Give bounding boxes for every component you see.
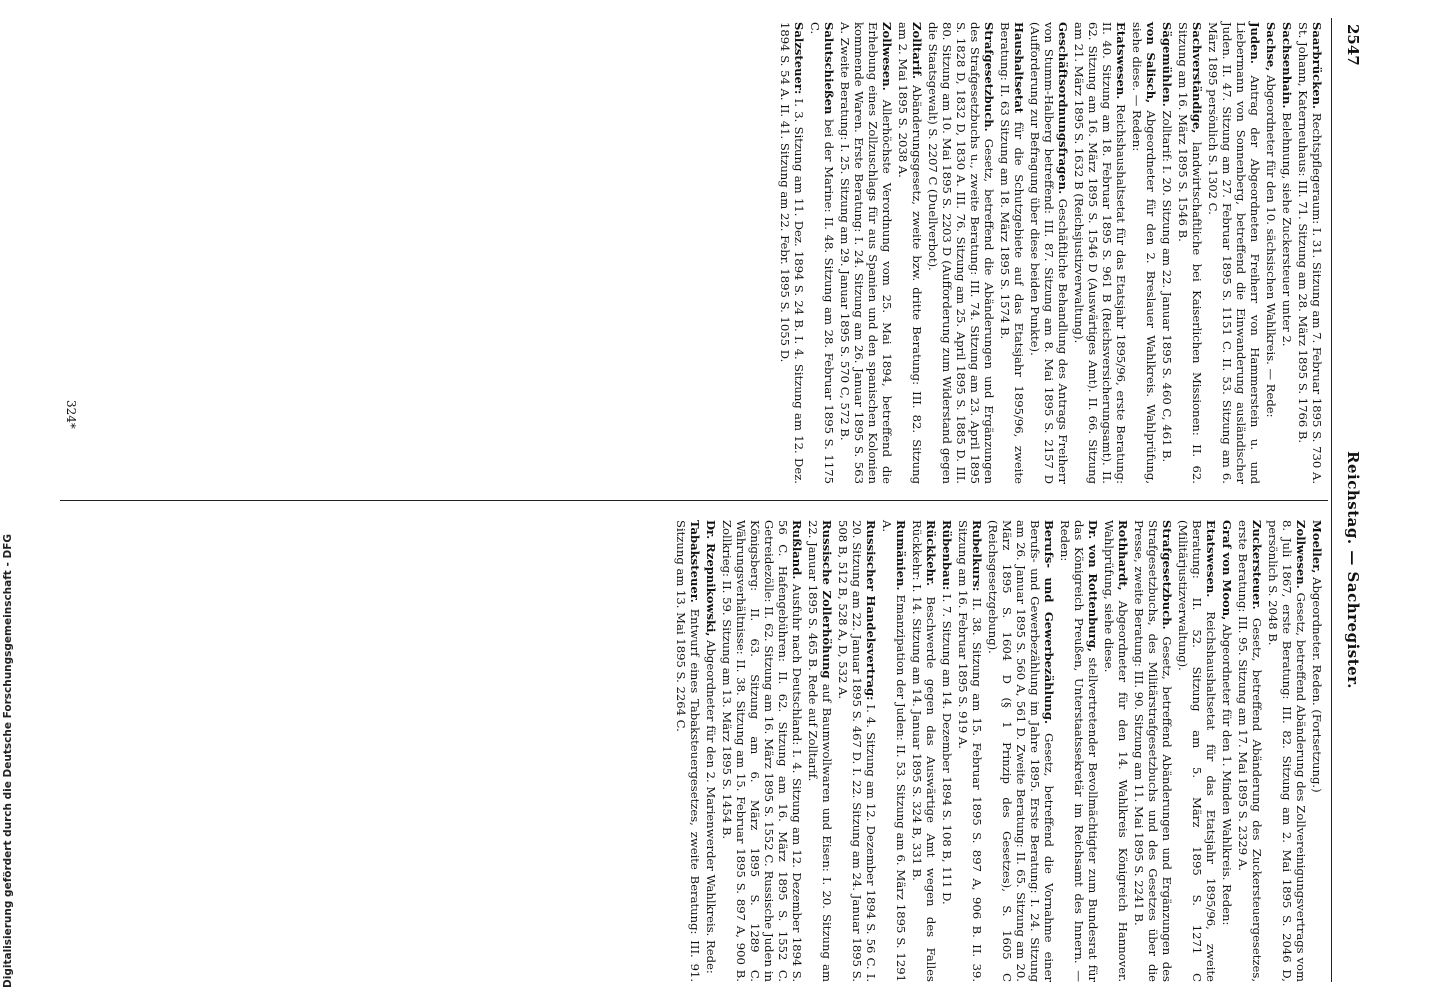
entry-heading: Sachsenhain. — [1280, 22, 1294, 109]
index-entry — [836, 520, 878, 982]
index-entry — [806, 520, 834, 982]
dfg-credit-text: Digitalisierung gefördert durch die Deutsche Forschungsgemeinschaft - DFG — [2, 534, 14, 988]
entry-text: Reichshaushaltsetat für das Etatsjahr 1895/96, zweite Beratung: II. 52. Sitzung am 5. März 1895 S. 1271 C (Militärjustizverwaltung). — [1176, 520, 1218, 982]
index-entry — [1176, 22, 1204, 484]
entry-text: Beschwerde gegen das Auswärtige Amt wegen des Falles Rückkehr: I. 14. Sitzung am 14. Januar 1895 S. 324 B, 331 B. — [910, 520, 938, 982]
column-divider — [60, 500, 1328, 501]
entry-text: I. 4. Sitzung am 12. Dezember 1894 S. 56 C. I. 20. Sitzung am 22. Januar 1895 S. 467 D. I. 22. Sitzung am 24. Januar 1895 S. 508 B, 512 B, 528 A, D, 532 A. — [836, 520, 878, 982]
entry-text: Gesetz, betreffend die Vornahme einer Berufs- und Gewerbezählung im Jahre 1895. Erste Beratung: I. 24. Sitzung am 26. Januar 1895 S. 560 A, 561 D. Zweite Beratung: II. 65. Sitzung am 20. März 1895 S. 1604 D (§ 1 Prinzip des Gesetzes), S. 1605 C (Reichsgesetzgebung). — [986, 520, 1056, 983]
entry-heading: Berufs- und Gewerbezählung. — [1042, 520, 1056, 724]
entry-text: Abgeordneter für den 1. Minden Wahlkreis. Reden: — [1220, 623, 1234, 926]
entry-text: Emanzipation der Juden: II. 53. Sitzung am 6. März 1895 S. 1291 A. — [880, 520, 908, 982]
header-rule — [1331, 18, 1332, 982]
index-entry — [998, 22, 1026, 484]
index-entry — [880, 520, 908, 982]
entry-heading: Zollwesen. — [880, 22, 894, 91]
index-entry — [1296, 22, 1324, 484]
index-entry — [1132, 520, 1174, 982]
entry-heading: Saarbrücken. — [1310, 22, 1324, 110]
index-entry — [704, 520, 718, 982]
entry-heading: Rußland. — [790, 520, 804, 580]
index-entry — [1058, 520, 1100, 982]
entry-heading: Rübenbau: — [940, 520, 954, 591]
entry-heading: Strafgesetzbuch. — [982, 22, 996, 132]
index-entry — [940, 520, 954, 982]
index-entry — [838, 22, 894, 484]
entry-heading: Russischer Handelsvertrag: — [864, 520, 878, 701]
entry-text: Abgeordneter für den 2. Breslauer Wahlkreis. Wahlprüfung, siehe diese. — Reden: — [1130, 22, 1158, 484]
entry-heading: Sachverständige, — [1190, 22, 1204, 134]
entry-text: Gesetz, betreffend Abänderung des Zollvereinigungsvertrags vom 8. Juli 1867, erste Beratung: III. 82. Sitzung am 2. Mai 1895 S. 2046 D, persönlich S. 2048 B. — [1266, 520, 1308, 982]
entry-text: Antrag der Abgeordneten Freiherr von Hammerstein u. und Liebermann von Sonnenberg, betreffend die Einwanderung ausländischer Juden. II. 47. Sitzung am 27. Februar 1895 S. 1151 C. II. 53. Sitzung am 6. März 1895 persönlich S. 1302 C. — [1206, 22, 1262, 484]
index-entry — [778, 22, 806, 484]
index-entry — [1280, 22, 1294, 484]
entry-text: Allerhöchste Verordnung vom 25. Mai 1894, betreffend die Erhebung eines Zollzuschlags für aus Spanien und den spanischen Kolonien kommende Waren. Erste Beratung: I. 24. Sitzung am 26. Januar 1895 S. 563 A. Zweite Beratung: I. 25. Sitzung am 29. Januar 1895 S. 570 C, 572 B. — [838, 22, 894, 484]
entry-text: Gesetz, betreffend Abänderungen und Ergänzungen des Strafgesetzbuchs, des Militärstrafgesetzbuchs und des Gesetzes über die Presse, zweite Beratung: III. 90. Sitzung am 11. Mai 1895 S. 2241 B. — [1132, 520, 1174, 983]
index-entry — [720, 520, 804, 982]
index-entry — [1176, 520, 1218, 982]
entry-text: stellvertretender Bevollmächtigter zum Bundesrat für das Königreich Preußen, Unterstaatssekretär im Reichsamt des Innern. — Reden: — [1058, 520, 1100, 983]
entry-text: Gesetz, betreffend die Abänderungen und Ergänzungen des Strafgesetzbuchs u., zweite Beratung: III. 74. Sitzung am 23. April 1895 S. 1828 D, 1832 D, 1830 A. III. 76. Sitzung am 25. April 1895 S. 1885 D. III. 80. Sitzung am 10. Mai 1895 S. 2203 D (Aufforderung zum Widerstand gegen die Staatsgewalt) S. 2207 C (Duellverbot). — [926, 22, 996, 485]
entry-text: I. 7. Sitzung am 14. Dezember 1894 S. 108 B, 111 D. — [940, 594, 954, 905]
entry-heading: Zolltarif. — [910, 22, 924, 79]
index-entry — [1160, 22, 1174, 484]
entry-heading: Zuckersteuer. — [1250, 520, 1264, 610]
entry-heading: Etatswesen. — [1114, 22, 1128, 100]
entry-text: Abgeordneter für den 14. Wahlkreis Königreich Hannover. Wahlprüfung, siehe diese. — [1102, 520, 1130, 983]
entry-heading: von Salisch, — [1144, 22, 1158, 104]
index-entry — [986, 520, 1056, 982]
entry-text: auf Baumwollwaren und Eisen: I. 20. Sitzung am 22. Januar 1895 S. 465 B. Rede auf Zolltarif. — [806, 520, 834, 983]
entry-text: Reichshaushaltsetat für das Etatsjahr 1895/96, erste Beratung: II. 40. Sitzung am 18. Februar 1895 S. 961 B (Reichsversicherungsamt). II. 62. Sitzung am 16. März 1895 S. 1546 D (Auswärtiges Amt). II. 66. Sitzung am 21. März 1895 S. 1632 B (Reichsjustizverwaltung). — [1072, 22, 1128, 484]
entry-heading: Salutschießen — [822, 22, 836, 115]
entry-heading: Tabaksteuer. — [688, 520, 702, 603]
page-header — [1332, 0, 1362, 1000]
signature-mark: 324* — [64, 400, 78, 429]
entry-text: Entwurf eines Tabaksteuergesetzes, zweite Beratung: III. 91. Sitzung am 13. Mai 1895 S. 2264 C. — [674, 520, 702, 983]
index-entry — [674, 520, 702, 982]
entry-heading: Sachse, — [1264, 22, 1278, 72]
index-entry — [1028, 22, 1070, 484]
entry-text: Geschäftliche Behandlung des Antrags Freiherr von Stumm-Halberg betreffend: III. 87. Sitzung am 8. Mai 1895 S. 2157 D (Aufforderung zur Befragung über diese beiden Punkte). — [1028, 22, 1070, 484]
index-entry — [1102, 520, 1130, 982]
entry-text: landwirtschaftliche bei Kaiserlichen Missionen: II. 62. Sitzung am 16. März 1895 S. 1546 B. — [1176, 22, 1204, 484]
entry-heading: Rumänien. — [894, 520, 908, 591]
entry-heading: Etatswesen. — [1204, 520, 1218, 598]
entry-heading: Haushaltsetat — [1012, 22, 1026, 114]
index-entry — [1072, 22, 1128, 484]
entry-heading: Salzsteuer: — [792, 22, 806, 95]
index-entry — [896, 22, 924, 484]
entry-heading: Strafgesetzbuch. — [1160, 520, 1174, 630]
index-entry — [808, 22, 836, 484]
entry-heading: Geschäftsordnungsfragen. — [1056, 22, 1070, 195]
entry-text: Abgeordneter für den 2. Marienwerder Wahlkreis. Rede: — [704, 640, 718, 974]
entry-text: Abänderungsgesetz, zweite bzw. dritte Beratung: III. 82. Sitzung am 2. Mai 1895 S. 2038 A. — [896, 22, 924, 485]
index-entry — [910, 520, 938, 982]
entry-text: bei der Marine: II. 48. Sitzung am 28. Februar 1895 S. 1175 C. — [808, 22, 836, 484]
entry-heading: Dr. von Rottenburg, — [1086, 520, 1100, 653]
entry-heading: Rückkehr. — [924, 520, 938, 587]
entry-text: Abgeordneter. Reden. (Fortsetzung.) — [1310, 577, 1324, 793]
entry-text: Belehnung, siehe Zuckersteuer unter 2. — [1280, 112, 1294, 347]
right-column — [776, 22, 1324, 484]
index-entry — [1220, 520, 1234, 982]
entry-heading: Sägemühlen. — [1160, 22, 1174, 107]
index-entry — [1130, 22, 1158, 484]
page-number: 2547 — [1344, 24, 1362, 66]
index-entry — [1264, 22, 1278, 484]
index-entry — [1266, 520, 1308, 982]
index-entry — [1206, 22, 1262, 484]
entry-text: Abgeordneter für den 10. sächsischen Wahlkreis. — Rede: — [1264, 75, 1278, 418]
entry-text: Gesetz, betreffend Abänderung des Zuckersteuergesetzes, erste Beratung: III. 95. Sitzung am 17. Mai 1895 S. 2329 A. — [1236, 520, 1264, 983]
index-entry — [1310, 520, 1324, 982]
entry-text: Ausfuhr nach Deutschland: I. 4. Sitzung am 12. Dezember 1894 S. 56 C. Hafengebühren: II. 62. Sitzung am 16. März 1895 S. 1552 C. Getreidezölle: II. 62. Sitzung am 16. März 1895 S. 1552 C. Russische Juden in Königsberg: II. 63. Sitzung am 6. März 1895 S. 1289 C. Währungsverhältnisse: II. 38. Sitzung am 15. Februar 1895 S. 897 A, 900 B. Zollkrieg: II. 59. Sitzung am 13. März 1895 S. 1454 B. — [720, 520, 804, 983]
entry-heading: Zollwesen. — [1294, 520, 1308, 589]
entry-heading: Rubelkurs: — [970, 520, 984, 592]
entry-heading: Juden. — [1248, 22, 1262, 64]
entry-heading: Graf von Moon, — [1220, 520, 1234, 621]
index-entry — [1236, 520, 1264, 982]
entry-heading: Russische Zollerhöhung — [820, 520, 834, 679]
entry-heading: Dr. Rzepnikowski, — [704, 520, 718, 637]
entry-text: I. 3. Sitzung am 11. Dez. 1894 S. 24 B. I. 4. Sitzung am 12. Dez. 1894 S. 54 A. II. 41. Sitzung am 22. Febr. 1895 S. 1055 D. — [778, 22, 806, 484]
entry-text: Rechtspflegeraum: I. 31. Sitzung am 7. Februar 1895 S. 730 A. St. Johann, Katerneuhaus: III. 71. Sitzung am 28. März 1895 S. 1766 B. — [1296, 22, 1324, 485]
entry-text: für die Schutzgebiete auf das Etatsjahr 1895/96, zweite Beratung: II. 63 Sitzung am 18. März 1895 S. 1574 B. — [998, 22, 1026, 484]
entry-heading: Rothhardt, — [1116, 520, 1130, 591]
left-column — [672, 520, 1324, 982]
index-entry — [956, 520, 984, 982]
entry-text: II. 38. Sitzung am 15. Februar 1895 S. 897 A, 906 B. II. 39. Sitzung am 16. Februar 1895 S. 919 A. — [956, 520, 984, 983]
entry-text: Zolltarif: I. 20. Sitzung am 22. Januar 1895 S. 460 C, 461 B. — [1160, 110, 1174, 463]
entry-heading: Moeller, — [1310, 520, 1324, 574]
page-title: Reichstag. — Sachregister. — [1344, 451, 1362, 689]
index-entry — [926, 22, 996, 484]
